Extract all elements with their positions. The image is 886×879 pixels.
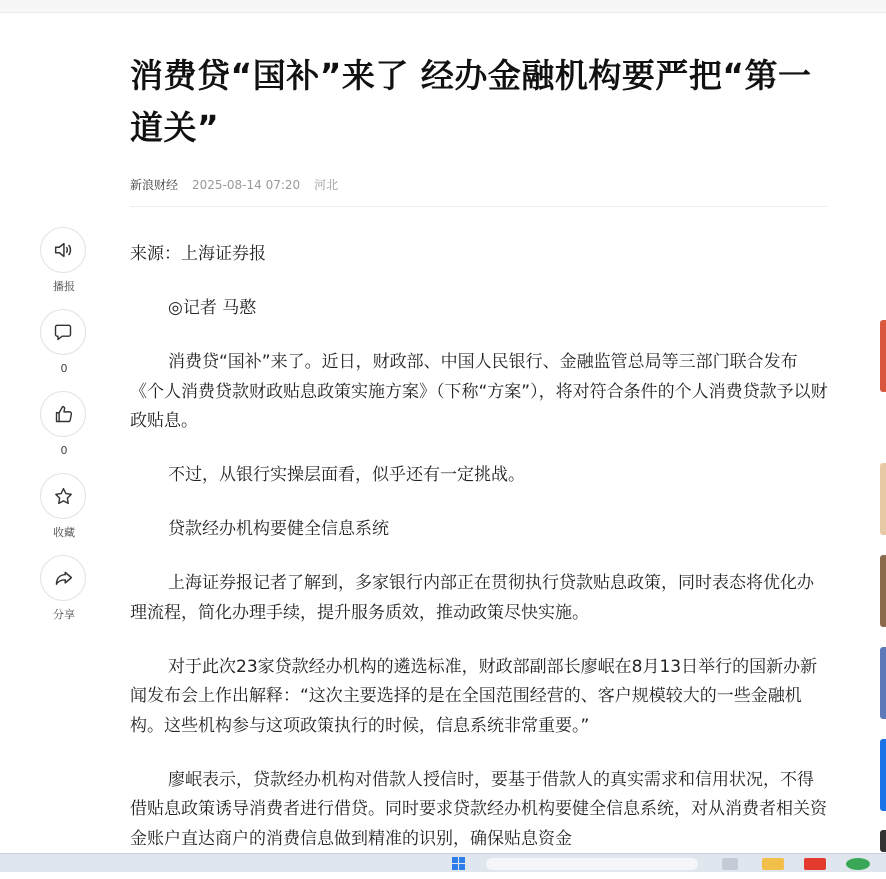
broadcast-circle[interactable] (40, 227, 86, 273)
os-taskbar (0, 853, 886, 872)
sidebar-thumbnail[interactable] (880, 463, 886, 535)
browser-top-bar (0, 0, 886, 13)
article-paragraph: 不过，从银行实操层面看，似乎还有一定挑战。 (168, 465, 525, 485)
meta-divider (130, 206, 828, 207)
like-button[interactable] (40, 391, 88, 457)
sidebar-thumbnail[interactable] (880, 555, 886, 627)
article-title: 消费贷“国补”来了 经办金融机构要严把“第一道关” (130, 56, 812, 147)
share-button[interactable] (40, 555, 88, 621)
windows-start-icon[interactable] (452, 857, 465, 870)
article-location: 河北 (314, 178, 339, 192)
like-count: 0 (60, 444, 68, 457)
comment-button[interactable] (40, 309, 88, 375)
article-paragraph: ◎记者 马憨 (168, 298, 257, 318)
article-paragraph: 上海证券报记者了解到，多家银行内部正在贯彻执行贷款贴息政策，同时表态将优化办理流程，简化办理手续，提升服务质效，推动政策尽快实施。 (130, 573, 814, 623)
speaker-icon (52, 239, 74, 261)
favorite-button[interactable] (40, 473, 88, 539)
comment-icon (53, 322, 73, 342)
broadcast-label: 播报 (53, 280, 75, 293)
thumbs-up-icon (53, 404, 74, 425)
article-paragraph: 对于此次23家贷款经办机构的遴选标准，财政部副部长廖岷在8月13日举行的国新办新闻发布会上作出解释：“这次主要选择的是在全国范围经营的、客户规模较大的一些金融机构。这些机构参与这项政策执行的时候，信息系统非常重要。” (130, 656, 818, 736)
taskbar-search-box[interactable] (486, 858, 698, 870)
folder-icon[interactable] (762, 858, 784, 870)
article-source[interactable]: 新浪财经 (130, 178, 179, 192)
article-meta (130, 176, 830, 193)
share-icon (53, 568, 74, 589)
article-datetime: 2025-08-14 07:20 (192, 177, 301, 192)
taskbar-app-icon[interactable] (804, 858, 826, 870)
comment-count: 0 (60, 362, 68, 375)
sidebar-thumbnail[interactable] (880, 739, 886, 811)
comment-circle[interactable] (40, 309, 86, 355)
sidebar-thumbnail[interactable] (880, 830, 886, 852)
favorite-label: 收藏 (53, 526, 75, 539)
share-label: 分享 (53, 608, 75, 621)
sidebar-thumbnail[interactable] (880, 647, 886, 719)
taskbar-app-icon[interactable] (722, 858, 738, 870)
star-icon (53, 486, 74, 507)
favorite-circle[interactable] (40, 473, 86, 519)
share-circle[interactable] (40, 555, 86, 601)
article-body (130, 240, 830, 854)
right-sidebar-edge (876, 0, 886, 871)
article-subheading: 贷款经办机构要健全信息系统 (168, 519, 389, 539)
sidebar-thumbnail[interactable] (880, 320, 886, 392)
article-paragraph: 廖岷表示，贷款经办机构对借款人授信时，要基于借款人的真实需求和信用状况，不得借贴息政策诱导消费者进行借贷。同时要求贷款经办机构要健全信息系统，对从消费者相关资金账户直达商户的消费信息做到精准的识别，确保贴息资金 (130, 769, 827, 849)
article-paragraph: 消费贷“国补”来了。近日，财政部、中国人民银行、金融监管总局等三部门联合发布《个人消费贷款财政贴息政策实施方案》（下称“方案”），将对符合条件的个人消费贷款予以财政贴息。 (130, 352, 828, 431)
like-circle[interactable] (40, 391, 86, 437)
broadcast-button[interactable] (40, 227, 88, 293)
article (130, 50, 830, 879)
article-paragraph: 来源：上海证券报 (130, 244, 266, 264)
chrome-icon[interactable] (846, 858, 870, 870)
